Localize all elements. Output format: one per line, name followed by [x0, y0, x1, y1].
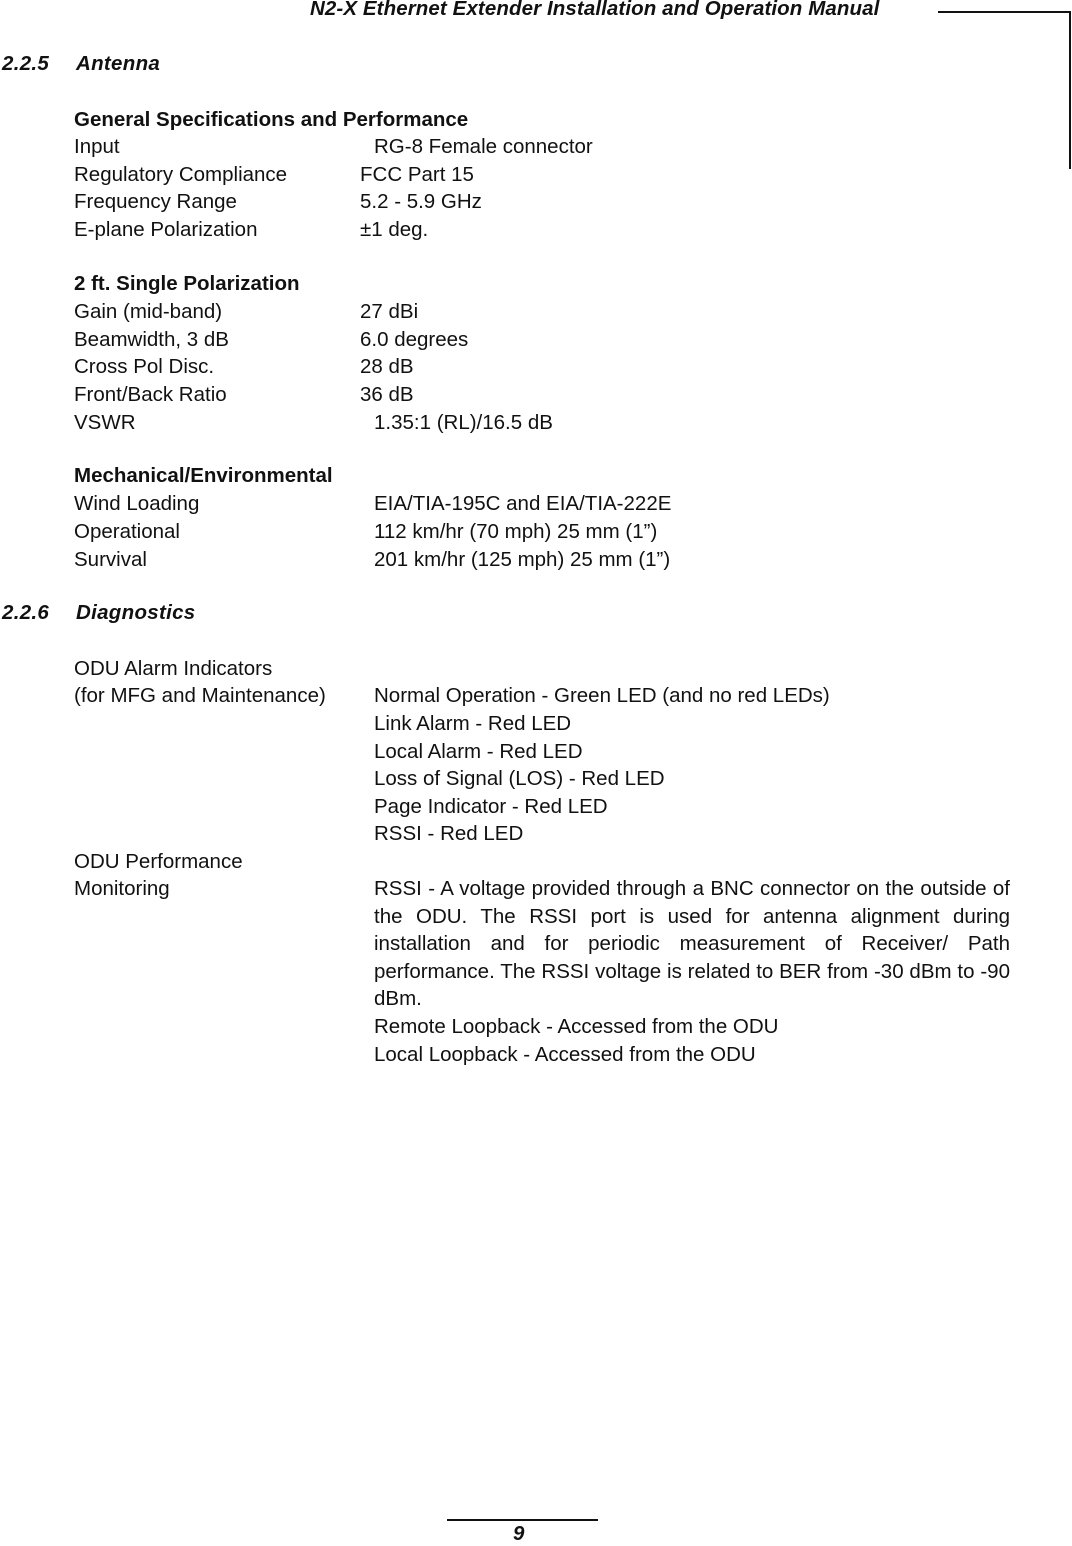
spec-value: 27 dBi [360, 300, 419, 323]
spec-label: Cross Pol Disc. [74, 355, 215, 378]
spec-value: 1.35:1 (RL)/16.5 dB [374, 411, 553, 434]
alarm-label: ODU Alarm Indicators [74, 657, 273, 680]
subheading-single-polarization: 2 ft. Single Polarization [74, 272, 300, 295]
alarm-item: Loss of Signal (LOS) - Red LED [374, 767, 665, 790]
spec-label: Operational [74, 520, 180, 543]
spec-value: RG-8 Female connector [374, 135, 593, 158]
alarm-item: Local Alarm - Red LED [374, 740, 583, 763]
spec-value: 36 dB [360, 383, 414, 406]
section-number: 2.2.5 [2, 52, 50, 75]
spec-label: Front/Back Ratio [74, 383, 227, 406]
spec-label: Regulatory Compliance [74, 163, 288, 186]
spec-value: FCC Part 15 [360, 163, 474, 186]
spec-value: 28 dB [360, 355, 414, 378]
footer-rule [447, 1519, 598, 1521]
section-heading-diagnostics [2, 601, 196, 625]
spec-value: 112 km/hr (70 mph) 25 mm (1”) [374, 520, 658, 543]
spec-value: ±1 deg. [360, 218, 429, 241]
spec-label: Frequency Range [74, 190, 237, 213]
spec-value: 201 km/hr (125 mph) 25 mm (1”) [374, 548, 671, 571]
section-heading-antenna [2, 52, 160, 76]
performance-label: ODU Performance [74, 850, 243, 873]
spec-label: Gain (mid-band) [74, 300, 223, 323]
running-header: N2-X Ethernet Extender Installation and Operation Manual [310, 0, 880, 20]
section-title: Diagnostics [76, 601, 196, 624]
header-rule [938, 11, 1071, 13]
page-number: 9 [513, 1522, 525, 1545]
spec-value: 5.2 - 5.9 GHz [360, 190, 482, 213]
header-corner-rule [1069, 11, 1071, 169]
section-title: Antenna [76, 52, 161, 75]
section-number: 2.2.6 [2, 601, 50, 624]
subheading-mechanical: Mechanical/Environmental [74, 464, 333, 487]
performance-item: Remote Loopback - Accessed from the ODU [374, 1015, 779, 1038]
spec-label: Beamwidth, 3 dB [74, 328, 229, 351]
alarm-sublabel: (for MFG and Maintenance) [74, 684, 326, 707]
spec-value: 6.0 degrees [360, 328, 469, 351]
performance-sublabel: Monitoring [74, 877, 170, 900]
subheading-general: General Specifications and Performance [74, 108, 469, 131]
spec-label: Input [74, 135, 120, 158]
spec-label: VSWR [74, 411, 136, 434]
alarm-item: Normal Operation - Green LED (and no red LEDs) [374, 684, 830, 707]
spec-value: EIA/TIA-195C and EIA/TIA-222E [374, 492, 672, 515]
spec-label: E-plane Polarization [74, 218, 258, 241]
spec-label: Wind Loading [74, 492, 200, 515]
alarm-item: Link Alarm - Red LED [374, 712, 572, 735]
spec-label: Survival [74, 548, 147, 571]
rssi-paragraph: RSSI - A voltage provided through a BNC connector on the outside of the ODU. The RSSI port is used for antenna alignment during installation and for periodic measurement of Receiver/ Path performance. The RSSI voltage is related to BER from -30 dBm to -90 dBm. [374, 877, 1010, 1010]
alarm-item: Page Indicator - Red LED [374, 795, 608, 818]
performance-item: Local Loopback - Accessed from the ODU [374, 1043, 756, 1066]
alarm-item: RSSI - Red LED [374, 822, 524, 845]
